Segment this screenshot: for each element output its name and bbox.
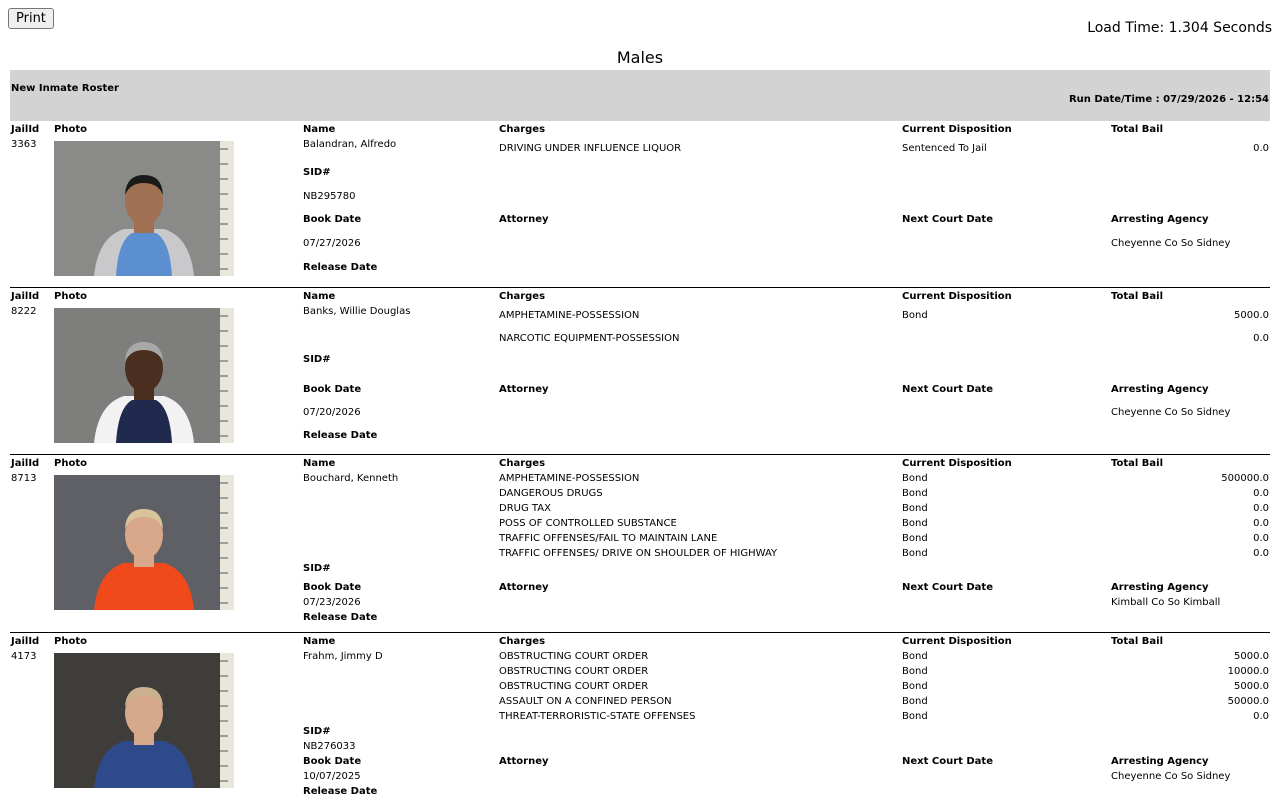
bail-value: 0.0 xyxy=(1253,518,1269,529)
inmate-record xyxy=(10,456,1270,633)
book-date-label: Book Date xyxy=(303,582,362,593)
print-button[interactable]: Print xyxy=(8,8,54,29)
charges-label: Charges xyxy=(499,291,546,302)
disposition-value: Bond xyxy=(902,651,928,662)
disposition-label: Current Disposition xyxy=(902,124,1012,135)
attorney-label: Attorney xyxy=(499,756,549,767)
charge-text: AMPHETAMINE-POSSESSION xyxy=(499,473,640,484)
disposition-value: Bond xyxy=(902,696,928,707)
arresting-agency-value: Cheyenne Co So Sidney xyxy=(1111,238,1231,249)
name-label: Name xyxy=(303,124,336,135)
disposition-value: Bond xyxy=(902,548,928,559)
release-date-label: Release Date xyxy=(303,786,378,797)
disposition-value: Bond xyxy=(902,681,928,692)
sid-value: NB276033 xyxy=(303,741,356,752)
jailid-label: JailId xyxy=(11,291,40,302)
charge-text: OBSTRUCTING COURT ORDER xyxy=(499,651,649,662)
sid-value: NB295780 xyxy=(303,191,356,202)
charge-text: NARCOTIC EQUIPMENT-POSSESSION xyxy=(499,333,680,344)
jailid-value: 4173 xyxy=(11,651,37,662)
charges-label: Charges xyxy=(499,124,546,135)
bail-value: 50000.0 xyxy=(1227,696,1269,707)
disposition-value: Bond xyxy=(902,310,928,321)
disposition-label: Current Disposition xyxy=(902,636,1012,647)
book-date-value: 07/23/2026 xyxy=(303,597,361,608)
charge-text: DRUG TAX xyxy=(499,503,551,514)
jailid-value: 8222 xyxy=(11,306,37,317)
next-court-date-label: Next Court Date xyxy=(902,756,993,767)
inmate-record xyxy=(10,634,1270,800)
arresting-agency-value: Cheyenne Co So Sidney xyxy=(1111,771,1231,782)
arresting-agency-value: Kimball Co So Kimball xyxy=(1111,597,1221,608)
bail-value: 500000.0 xyxy=(1221,473,1269,484)
charge-text: OBSTRUCTING COURT ORDER xyxy=(499,666,649,677)
disposition-value: Bond xyxy=(902,533,928,544)
disposition-label: Current Disposition xyxy=(902,291,1012,302)
charge-text: THREAT-TERRORISTIC-STATE OFFENSES xyxy=(499,711,696,722)
run-datetime: Run Date/Time : 07/29/2026 - 12:54 xyxy=(1068,94,1269,105)
arresting-agency-label: Arresting Agency xyxy=(1111,582,1209,593)
photo-label: Photo xyxy=(54,636,87,647)
charge-text: TRAFFIC OFFENSES/FAIL TO MAINTAIN LANE xyxy=(499,533,718,544)
bail-value: 0.0 xyxy=(1253,548,1269,559)
next-court-date-label: Next Court Date xyxy=(902,384,993,395)
mugshot-photo xyxy=(54,653,234,788)
bail-value: 0.0 xyxy=(1253,533,1269,544)
jailid-label: JailId xyxy=(11,124,40,135)
load-time: Load Time: 1.304 Seconds xyxy=(1087,20,1272,36)
photo-label: Photo xyxy=(54,124,87,135)
charge-text: TRAFFIC OFFENSES/ DRIVE ON SHOULDER OF HIGHWAY xyxy=(499,548,778,559)
arresting-agency-label: Arresting Agency xyxy=(1111,384,1209,395)
jailid-label: JailId xyxy=(11,458,40,469)
charge-text: DANGEROUS DRUGS xyxy=(499,488,603,499)
sid-label: SID# xyxy=(303,167,331,178)
arresting-agency-value: Cheyenne Co So Sidney xyxy=(1111,407,1231,418)
attorney-label: Attorney xyxy=(499,582,549,593)
total-bail-label: Total Bail xyxy=(1111,458,1164,469)
charge-text: ASSAULT ON A CONFINED PERSON xyxy=(499,696,672,707)
bail-value: 0.0 xyxy=(1253,488,1269,499)
charge-text: OBSTRUCTING COURT ORDER xyxy=(499,681,649,692)
arresting-agency-label: Arresting Agency xyxy=(1111,756,1209,767)
bail-value: 5000.0 xyxy=(1234,681,1269,692)
book-date-label: Book Date xyxy=(303,756,362,767)
total-bail-label: Total Bail xyxy=(1111,636,1164,647)
bail-value: 0.0 xyxy=(1253,143,1269,154)
bail-value: 0.0 xyxy=(1253,711,1269,722)
charge-text: POSS OF CONTROLLED SUBSTANCE xyxy=(499,518,677,529)
roster-header xyxy=(10,70,1270,121)
sid-label: SID# xyxy=(303,354,331,365)
inmate-record xyxy=(10,289,1270,455)
sid-label: SID# xyxy=(303,726,331,737)
next-court-date-label: Next Court Date xyxy=(902,214,993,225)
disposition-label: Current Disposition xyxy=(902,458,1012,469)
name-label: Name xyxy=(303,291,336,302)
jailid-value: 8713 xyxy=(11,473,37,484)
arresting-agency-label: Arresting Agency xyxy=(1111,214,1209,225)
release-date-label: Release Date xyxy=(303,430,378,441)
next-court-date-label: Next Court Date xyxy=(902,582,993,593)
name-label: Name xyxy=(303,636,336,647)
bail-value: 0.0 xyxy=(1253,503,1269,514)
photo-label: Photo xyxy=(54,458,87,469)
inmate-name: Frahm, Jimmy D xyxy=(303,651,383,662)
total-bail-label: Total Bail xyxy=(1111,124,1164,135)
bail-value: 10000.0 xyxy=(1227,666,1269,677)
inmate-name: Balandran, Alfredo xyxy=(303,139,397,150)
charges-label: Charges xyxy=(499,458,546,469)
charge-text: DRIVING UNDER INFLUENCE LIQUOR xyxy=(499,143,682,154)
book-date-value: 07/27/2026 xyxy=(303,238,361,249)
total-bail-label: Total Bail xyxy=(1111,291,1164,302)
release-date-label: Release Date xyxy=(303,262,378,273)
book-date-label: Book Date xyxy=(303,214,362,225)
page-title: Males xyxy=(616,48,664,67)
jailid-label: JailId xyxy=(11,636,40,647)
disposition-value: Bond xyxy=(902,488,928,499)
attorney-label: Attorney xyxy=(499,214,549,225)
jailid-value: 3363 xyxy=(11,139,37,150)
roster-title: New Inmate Roster xyxy=(11,83,119,94)
charges-label: Charges xyxy=(499,636,546,647)
disposition-value: Bond xyxy=(902,518,928,529)
bail-value: 0.0 xyxy=(1253,333,1269,344)
disposition-value: Bond xyxy=(902,666,928,677)
mugshot-photo xyxy=(54,475,234,610)
disposition-value: Bond xyxy=(902,503,928,514)
disposition-value: Bond xyxy=(902,711,928,722)
disposition-value: Bond xyxy=(902,473,928,484)
mugshot-photo xyxy=(54,308,234,443)
inmate-record xyxy=(10,122,1270,288)
photo-label: Photo xyxy=(54,291,87,302)
disposition-value: Sentenced To Jail xyxy=(902,143,987,154)
mugshot-photo xyxy=(54,141,234,276)
charge-text: AMPHETAMINE-POSSESSION xyxy=(499,310,640,321)
bail-value: 5000.0 xyxy=(1234,310,1269,321)
bail-value: 5000.0 xyxy=(1234,651,1269,662)
sid-label: SID# xyxy=(303,563,331,574)
release-date-label: Release Date xyxy=(303,612,378,623)
name-label: Name xyxy=(303,458,336,469)
book-date-value: 10/07/2025 xyxy=(303,771,361,782)
book-date-value: 07/20/2026 xyxy=(303,407,361,418)
book-date-label: Book Date xyxy=(303,384,362,395)
attorney-label: Attorney xyxy=(499,384,549,395)
inmate-name: Banks, Willie Douglas xyxy=(303,306,411,317)
inmate-name: Bouchard, Kenneth xyxy=(303,473,399,484)
